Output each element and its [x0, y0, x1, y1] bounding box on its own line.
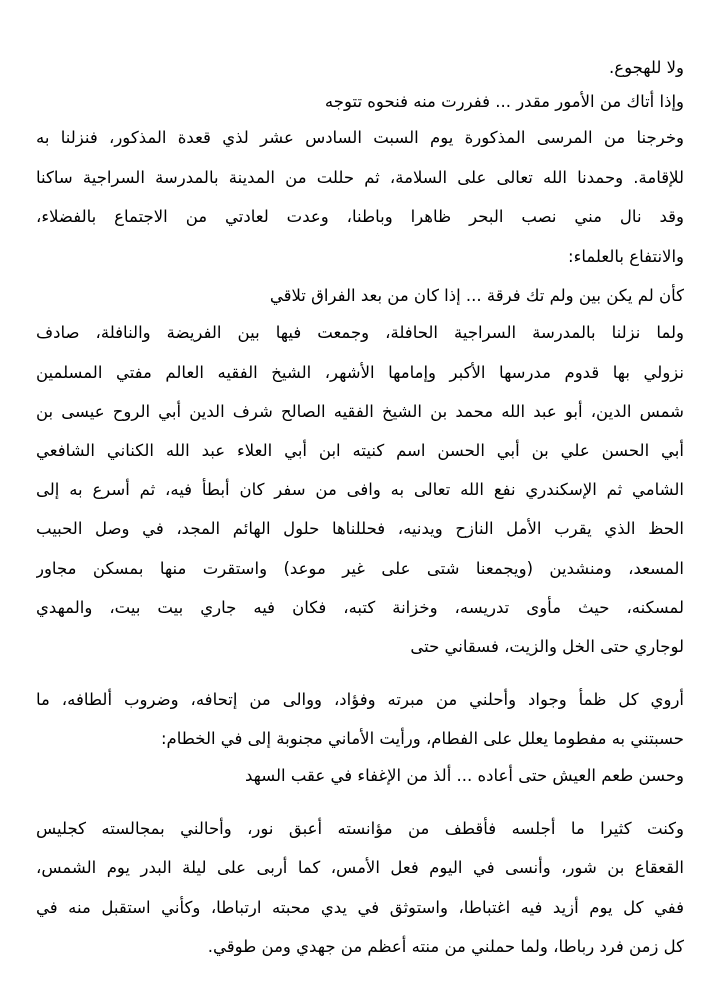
document-page	[36, 0, 684, 1000]
text-line: الشامي ثم الإسكندري نفع الله تعالى به وافى من سفر كان أبطأ فيه، ثم أسرع به إلى	[36, 480, 684, 499]
text-line: الحظ الذي يقرب الأمل النازح ويدنيه، فحللناها حلول الهائم المجد، في وصل الحبيب	[36, 519, 684, 538]
text-line: المسعد، ومنشدين (ويجمعنا شتى على غير موعد) واستقرت منها بمسكن مجاور	[36, 559, 684, 578]
text-line: وخرجنا من المرسى المذكورة يوم السبت السادس عشر لذي قعدة المذكور، فنزلنا به	[36, 128, 684, 147]
text-line: ولا للهجوع.	[609, 58, 684, 77]
text-line: حسبتني به مفطوما يعلل على الفطام، ورأيت الأماني مجنوبة إلى في الخطام:	[160, 729, 684, 748]
text-line: للإقامة. وحمدنا الله تعالى على السلامة، ثم حللت من المدينة بالمدرسة السراجية ساكنا	[36, 168, 684, 187]
poem-line: كأن لم يكن بين ولم تك فرقة ... إذا كان من بعد الفراق تلاقي	[269, 286, 684, 305]
text-line: لوجاري حتى الخل والزيت، فسقاني حتى	[410, 637, 684, 656]
poem-line: وحسن طعم العيش حتى أعاده ... ألذ من الإغفاء في عقب السهد	[245, 766, 684, 785]
text-line: ففي كل يوم أزيد فيه اغتباطا، واستوثق في يدي محبته ارتباطا، وكأني استقبل منه في	[36, 898, 684, 917]
text-line: وكنت كثيرا ما أجلسه فأقطف من مؤانسته أعبق نور، وأحالني بمجالسته كجليس	[36, 819, 684, 838]
text-line: أروي كل ظمأ وجواد وأحلني من مبرته وفؤاد، ووالى من إتحافه، وضروب ألطافه، ما	[36, 690, 684, 709]
text-line: والانتفاع بالعلماء:	[568, 247, 684, 266]
text-line: شمس الدين، أبو عبد الله محمد بن الشيخ الفقيه الصالح شرف الدين أبي الروح عيسى بن	[36, 402, 684, 421]
text-line: أبي الحسن علي بن أبي الحسن اسم كنيته ابن أبي العلاء عبد الله الكناني الشافعي	[36, 441, 684, 460]
poem-line: وإذا أتاك من الأمور مقدر ... ففررت منه فنحوه تتوجه	[324, 92, 684, 111]
text-line: نزولي بها قدوم مدرسها الأكبر وإمامها الأشهر، الشيخ الفقيه العالم مفتي المسلمين	[36, 363, 684, 382]
text-line: ولما نزلنا بالمدرسة السراجية الحافلة، وجمعت فيها بين الفريضة والنافلة، صادف	[36, 323, 684, 342]
text-line: لمسكنه، حيث مأوى تدريسه، وخزانة كتبه، فكان فيه جاري بيت بيت، والمهدي	[36, 598, 684, 617]
text-line: كل زمن فرد رباطا، ولما حملني من منته أعظم من جهدي ومن طوقي.	[207, 937, 684, 956]
text-line: وقد نال مني نصب البحر ظاهرا وباطنا، وعدت لعادتي من الاجتماع بالفضلاء،	[36, 207, 684, 226]
text-line: القعقاع بن شور، وأنسى في اليوم فعل الأمس، كما أربى على ليلة البدر يوم الشمس،	[36, 858, 684, 877]
